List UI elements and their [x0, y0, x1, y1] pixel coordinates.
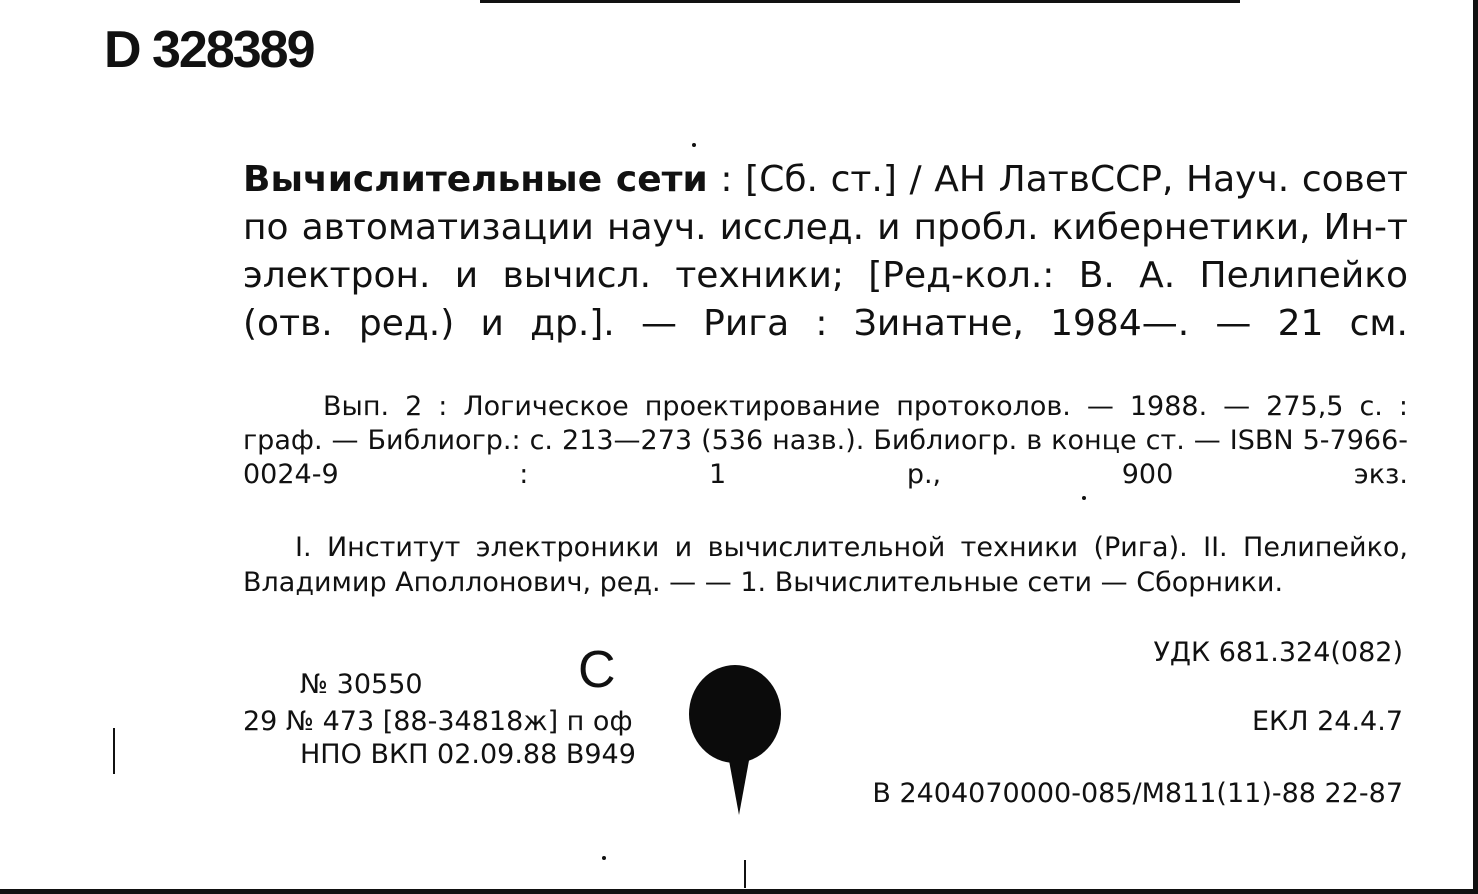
bottom-mark — [744, 860, 746, 888]
catalog-code: В 2404070000-085/М811(11)-88 22-87 — [872, 778, 1403, 809]
ink-blot-tail — [728, 755, 750, 815]
subject-headings: I. Институт электроники и вычислительной техники (Рига). II. Пелипейко, Владимир Аполлонович, ред. — — 1. Вычислительные сети — Сборники. — [243, 532, 1408, 598]
order-line: 29 № 473 [88-34818ж] п оф — [243, 706, 633, 737]
speck — [692, 143, 696, 147]
main-entry — [243, 156, 1408, 348]
speck — [602, 856, 606, 860]
volume-entry: Вып. 2 : Логическое проектирование протоколов. — 1988. — 275,5 с. : граф. — Библиогр.: с. 213—273 (536 назв.). Библиогр. в конце ст. — ISBN 5-7966-0024-9 : 1 р., 900 экз. — [243, 391, 1408, 490]
main-title: Вычислительные сети — [243, 159, 708, 200]
top-edge-line — [480, 0, 1240, 3]
letter-mark: С — [578, 641, 616, 699]
speck — [1082, 496, 1086, 500]
udk-code: УДК 681.324(082) — [1153, 637, 1403, 668]
ekl-code: ЕКЛ 24.4.7 — [1252, 706, 1403, 737]
accession-number: № 30550 — [300, 669, 423, 700]
call-number: D 328389 — [104, 21, 314, 79]
margin-mark — [113, 728, 115, 774]
main-description: : [Сб. ст.] / АН ЛатвССР, Науч. совет по автоматизации науч. исслед. и пробл. кибернетики, Ин-т электрон. и вычисл. техники; [Ред-кол.: В. А. Пелипейко (отв. ред.) и др.]. — Рига : Зинатне, 1984—. — 21 см. — [243, 159, 1408, 344]
npo-line: НПО ВКП 02.09.88 В949 — [300, 739, 636, 770]
ink-blot — [689, 665, 781, 763]
